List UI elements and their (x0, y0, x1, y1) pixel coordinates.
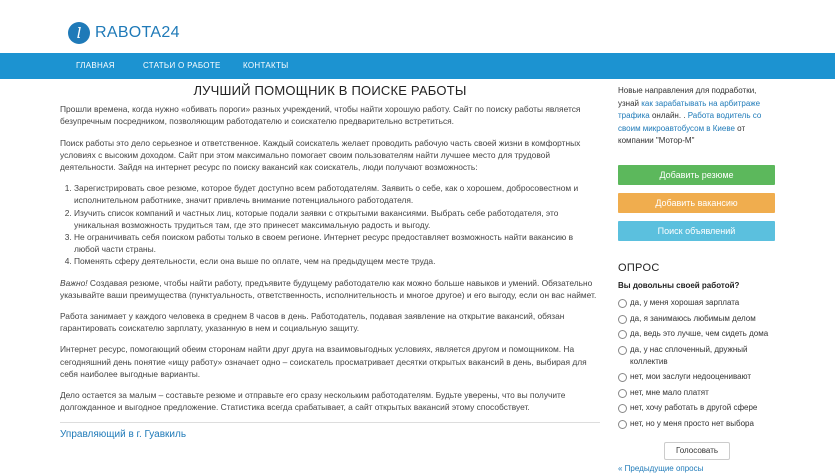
page-title: ЛУЧШИЙ ПОМОЩНИК В ПОИСКЕ РАБОТЫ (193, 83, 467, 98)
poll-option-label: да, я занимаюсь любимым делом (630, 313, 756, 323)
list-item: 1. Зарегистрировать свое резюме, которое будет доступно всем работодателям. Заявить о себе, как о хорошем, добросовестном и исполнительном работнике, значит привлечь внимание потенциального работодателя. (74, 182, 600, 206)
add-resume-button[interactable]: Добавить резюме (618, 165, 775, 185)
radio-button[interactable] (618, 373, 627, 382)
poll-option[interactable] (618, 402, 775, 414)
main-navigation (0, 53, 835, 79)
poll-option-label: да, у нас сплоченный, дружный коллектив (630, 344, 748, 366)
important-text: Создавая резюме, чтобы найти работу, предъявите будущему работодателю как можно больше навыков и умений. Обязательно указывайте ваши преимущества (пунктуальность, ответственность, исполнительность и многое другое) и его выгоду, если он вас наймет. (60, 277, 597, 300)
poll-option[interactable] (618, 418, 775, 430)
poll-title: ОПРОС (618, 262, 660, 274)
paragraph-resource: Интернет ресурс, помогающий обеим сторонам найти друг друга на взаимовыгодных условиях, является другом и помощником. На сегодняшний день понятие «ищу работу» означает одно – соискатель просматривает десятки открытых вакансий в день, выбирая для себя наиболее выгодные варианты. (60, 344, 587, 379)
logo-icon: l (68, 22, 90, 44)
site-header (0, 0, 835, 53)
nav-home[interactable]: ГЛАВНАЯ (76, 61, 115, 70)
radio-button[interactable] (618, 346, 627, 355)
action-buttons (618, 165, 775, 249)
poll-option[interactable] (618, 344, 775, 368)
poll-option-label: да, у меня хорошая зарплата (630, 298, 740, 307)
poll-option-label: нет, мои заслуги недооценивают (630, 372, 752, 381)
paragraph-intro: Прошли времена, когда нужно «обивать пороги» разных учреждений, чтобы найти хорошую работу. Сайт по поиску работы является безупречным посредником, позволяющим работодателю и соискателю предварительно встретиться. (60, 104, 581, 127)
paragraph-important (60, 277, 600, 301)
sidebar (618, 79, 775, 473)
poll-option[interactable] (618, 328, 775, 340)
poll-option[interactable] (618, 297, 775, 309)
paragraph-final: Дело остается за малым – составьте резюме и отправьте его сразу нескольким работодателям. Будьте уверены, что вы получите долгожданное и выгодное предложение. Статистика всегда срабатывает, а сайт открытых вакансий этому способствует. (60, 390, 566, 413)
list-item: 3. Не ограничивать себя поиском работы только в своем регионе. Интернет ресурс предоставляет возможность найти вакансию в любой части страны. (74, 231, 600, 255)
poll-option-label: нет, но у меня просто нет выбора (630, 418, 754, 428)
promo-link-arbitrage[interactable]: как зарабатывать на арбитраже трафика (618, 98, 761, 120)
promo-link-driver[interactable]: Работа водитель со своим микроавтобусом в Киеве (618, 111, 762, 133)
add-vacancy-button[interactable]: Добавить вакансию (618, 193, 775, 213)
site-logo[interactable] (68, 22, 180, 44)
opportunities-list (60, 182, 600, 267)
radio-button[interactable] (618, 299, 627, 308)
poll-option[interactable] (618, 387, 775, 399)
promo-text-2: онлайн. . (649, 111, 688, 120)
vote-button[interactable]: Голосовать (664, 442, 730, 460)
paragraph-search: Поиск работы это дело серьезное и ответственное. Каждый соискатель желает проводить рабочую часть своей жизни в комфортных условиях с высоким доходом. Сайт при этом максимально помогает своим пользователям найти лучшее место для трудовой деятельности. Зайдя на интернет ресурс по поиску вакансий как соискатель, люди получают возможность: (60, 137, 581, 173)
radio-button[interactable] (618, 330, 627, 339)
poll-option-label: нет, хочу работать в другой сфере (630, 403, 758, 412)
divider (60, 422, 600, 423)
radio-button[interactable] (618, 315, 627, 324)
radio-button[interactable] (618, 404, 627, 413)
poll-question: Вы довольны своей работой? (618, 281, 740, 290)
list-item: 2. Изучить список компаний и частных лиц, которые подали заявки с открытыми вакансиями. Выбрать себе работодателя, это уникальная возможность трудиться там, где это принесет максимальную радость и выгоду. (74, 207, 600, 231)
list-item: 4. Поменять сферу деятельности, если она выше по оплате, чем на предыдущем месте труда. (74, 255, 600, 267)
search-ads-button[interactable]: Поиск объявлений (618, 221, 775, 241)
poll-options (618, 297, 775, 433)
logo-text: RABOTA24 (95, 24, 180, 41)
poll-option[interactable] (618, 371, 775, 383)
important-label: Важно! (60, 277, 88, 288)
nav-articles[interactable]: СТАТЬИ О РАБОТЕ (143, 61, 221, 70)
paragraph-hours: Работа занимает у каждого человека в среднем 8 часов в день. Работодатель, подавая заявление на открытие вакансий, обязан гарантировать соискателю зарплату, указанную в нем и социальную защиту. (60, 311, 565, 334)
vacancy-title-link[interactable]: Управляющий в г. Гуавкиль (60, 429, 187, 441)
poll-option[interactable] (618, 313, 775, 325)
promo-text-3: от компании "Мотор-М" (618, 123, 746, 145)
main-content (60, 79, 600, 469)
radio-button[interactable] (618, 420, 627, 429)
promo-text-1: Новые направления для подработки, узнай (618, 86, 757, 108)
radio-button[interactable] (618, 389, 627, 398)
poll-option-label: да, ведь это лучше, чем сидеть дома (630, 329, 769, 338)
poll-option-label: нет, мне мало платят (630, 387, 709, 397)
previous-polls-link[interactable]: « Предыдущие опросы (618, 464, 704, 473)
promo-text (618, 85, 775, 148)
nav-contacts[interactable]: КОНТАКТЫ (243, 61, 289, 70)
